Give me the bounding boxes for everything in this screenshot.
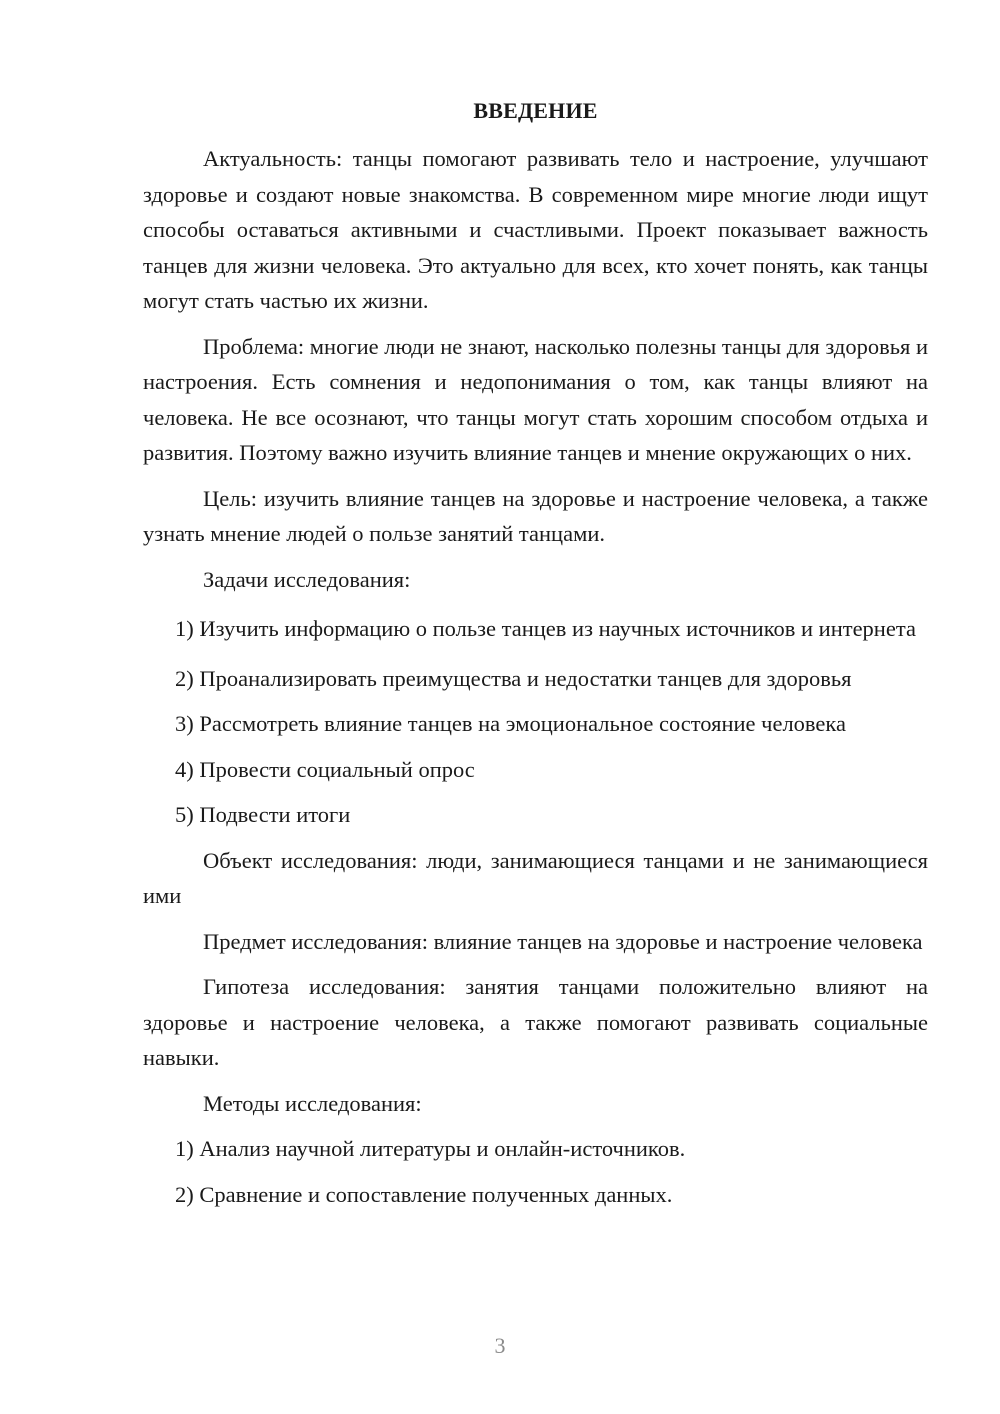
problem-paragraph: Проблема: многие люди не знают, насколько полезны танцы для здоровья и настроения. Есть сомнения и недопонимания о том, как танцы влияют на человека. Не все осознают, что танцы могут стать хорошим способом отдыха и развития. Поэтому важно изучить влияние танцев и мнение окружающих о них. bbox=[143, 333, 928, 465]
section-title: ВВЕДЕНИЕ bbox=[473, 98, 598, 123]
task-item: 1) Изучить информацию о пользе танцев из научных источников и интернета bbox=[175, 616, 916, 641]
page-number: 3 bbox=[494, 1333, 506, 1358]
subject-paragraph: Предмет исследования: влияние танцев на здоровье и настроение человека bbox=[203, 928, 923, 954]
method-item: 2) Сравнение и сопоставление полученных данных. bbox=[175, 1181, 673, 1207]
hypothesis-paragraph: Гипотеза исследования: занятия танцами положительно влияют на здоровье и настроение человека, а также помогают развивать социальные навыки. bbox=[143, 974, 928, 1070]
relevance-paragraph: Актуальность: танцы помогают развивать тело и настроение, улучшают здоровье и создают новые знакомства. В современном мире многие люди ищут способы оставаться активными и счастливыми. Проект показывает важность танцев для жизни человека. Это актуально для всех, кто хочет понять, как танцы могут стать частью их жизни. bbox=[143, 146, 928, 313]
tasks-heading: Задачи исследования: bbox=[203, 566, 411, 592]
task-item: 3) Рассмотреть влияние танцев на эмоциональное состояние человека bbox=[175, 711, 846, 736]
task-item: 4) Провести социальный опрос bbox=[175, 756, 475, 782]
object-paragraph: Объект исследования: люди, занимающиеся танцами и не занимающиеся ими bbox=[143, 847, 928, 908]
page-content bbox=[143, 96, 928, 1222]
task-item: 2) Проанализировать преимущества и недостатки танцев для здоровья bbox=[175, 665, 852, 691]
methods-heading: Методы исследования: bbox=[203, 1090, 422, 1116]
goal-paragraph: Цель: изучить влияние танцев на здоровье и настроение человека, а также узнать мнение людей о пользе занятий танцами. bbox=[143, 485, 928, 546]
task-item: 5) Подвести итоги bbox=[175, 802, 351, 827]
method-item: 1) Анализ научной литературы и онлайн-источников. bbox=[175, 1136, 686, 1161]
